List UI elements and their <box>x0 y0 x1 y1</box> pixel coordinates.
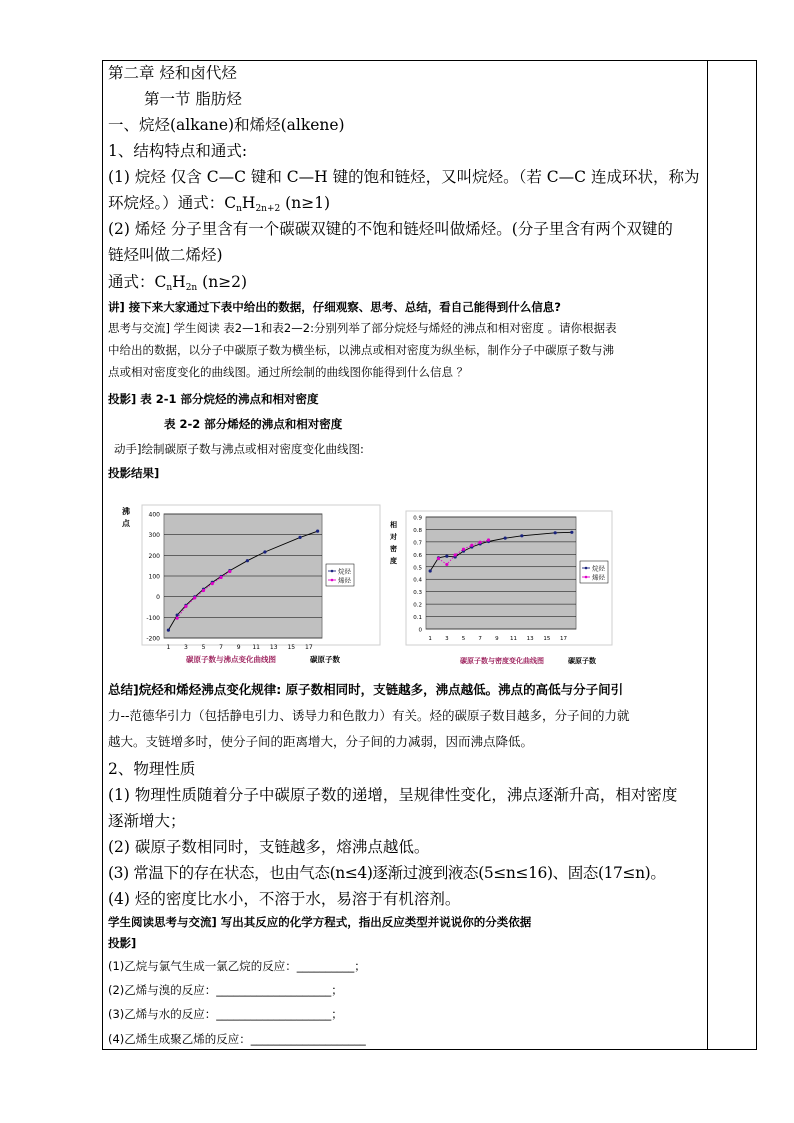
hands-on-line: 动手]绘制碳原子数与沸点或相对密度变化曲线图: <box>114 442 364 456</box>
physical-p1-line-2: 逐渐增大； <box>108 812 186 830</box>
x-tick-label: 11 <box>252 644 260 651</box>
plot-area <box>426 517 576 629</box>
think-line-3: 点或相对密度变化的曲线图。通过所绘制的曲线图你能得到什么信息 ？ <box>108 365 469 379</box>
y-tick-label: 0 <box>418 627 422 634</box>
legend-marker <box>585 576 588 579</box>
section-title: 第一节 脂肪烃 <box>144 90 242 108</box>
alkene-point <box>437 557 440 560</box>
y-axis-label-4: 度 <box>390 557 397 565</box>
x-tick-label: 15 <box>287 644 296 651</box>
y-tick-label: 100 <box>148 573 160 581</box>
alkane-point <box>570 531 573 534</box>
alkene-point <box>193 596 196 599</box>
y-tick-label: 0.2 <box>413 602 422 609</box>
alkane-line-1: (1) 烷烃 仅含 C—C 键和 C—H 键的饱和链烃，又叫烷烃。（若 C—C 连成环状，称为 <box>108 168 700 186</box>
legend-label: 烯烃 <box>338 576 351 585</box>
alkane-point <box>445 555 448 558</box>
alkene-point <box>211 582 214 585</box>
x-tick-label: 1 <box>428 636 432 642</box>
x-tick-label: 3 <box>445 636 449 642</box>
y-tick-label: 0.9 <box>413 515 422 522</box>
think-line-1: 思考与交流] 学生阅读 表2—1和表2—2:分别列举了部分烷烃与烯烃的沸点和相对密度 。请你根据表 <box>108 321 617 335</box>
y-tick-label: -100 <box>146 614 160 622</box>
physical-p1-line-1: (1) 物理性质随着分子中碳原子数的递增，呈规律性变化，沸点逐渐升高，相对密度 <box>108 786 678 804</box>
alkane-point <box>316 530 319 533</box>
alkane-point <box>176 613 179 616</box>
projection-table-2: 表 2-2 部分烯烃的沸点和相对密度 <box>164 417 343 431</box>
x-tick-label: 3 <box>184 644 188 651</box>
physical-p2: (2) 碳原子数相同时，支链越多，熔沸点越低。 <box>108 838 430 856</box>
x-tick-label: 13 <box>526 636 534 642</box>
legend-label: 烯烃 <box>592 573 605 582</box>
x-tick-label: 7 <box>219 644 223 651</box>
alkene-point <box>445 563 448 566</box>
alkane-point <box>520 534 523 537</box>
y-tick-label: 0.7 <box>413 540 422 547</box>
x-tick-label: 15 <box>543 636 551 642</box>
legend-label: 烷烃 <box>338 567 351 576</box>
alkene-point <box>219 576 222 579</box>
projection-result: 投影结果] <box>108 466 160 480</box>
question-4: (4)乙烯生成聚乙烯的反应：____________________ <box>108 1032 366 1046</box>
y-axis-label-2: 点 <box>122 519 130 528</box>
y-tick-label: 0.3 <box>413 590 422 597</box>
alkane-point <box>554 531 557 534</box>
lecture-line: 讲] 接下来大家通过下表中给出的数据，仔细观察、思考、总结，看自己能得到什么信息? <box>108 300 561 314</box>
alkene-point <box>202 589 205 592</box>
reading-projection: 投影] <box>108 936 137 950</box>
x-tick-label: 17 <box>305 644 313 651</box>
y-tick-label: 300 <box>148 532 160 540</box>
y-tick-label: -200 <box>146 635 160 643</box>
alkene-line-1: (2) 烯烃 分子里含有一个碳碳双键的不饱和链烃叫做烯烃。(分子里含有两个双键的 <box>108 220 673 238</box>
y-tick-label: 200 <box>148 552 160 560</box>
y-tick-label: 0.8 <box>413 527 422 534</box>
question-3: (3)乙烯与水的反应：____________________； <box>108 1007 343 1021</box>
structure-title: 1、结构特点和通式: <box>108 142 248 160</box>
reading-line: 学生阅读思考与交流] 写出其反应的化学方程式，指出反应类型并说说你的分类依据 <box>108 915 532 929</box>
x-tick-label: 7 <box>478 636 482 642</box>
chart-title: 碳原子数与密度变化曲线图 <box>460 657 544 665</box>
x-tick-label: 17 <box>560 636 567 642</box>
alkane-point <box>429 569 432 572</box>
x-tick-label: 9 <box>236 644 241 651</box>
alkane-point <box>167 629 170 632</box>
summary-line-2: 力--范德华引力（包括静电引力、诱导力和色散力）有关。烃的碳原子数目越多，分子间的力就 <box>108 708 630 723</box>
alkene-point <box>470 544 473 547</box>
y-axis-label-1: 相 <box>390 521 397 529</box>
y-tick-label: 0.5 <box>413 565 422 572</box>
alkane-point <box>246 559 249 562</box>
column-divider <box>707 60 708 1050</box>
alkane-point <box>504 537 507 540</box>
physical-p4: (4) 烃的密度比水小，不溶于水，易溶于有机溶剂。 <box>108 890 461 908</box>
y-tick-label: 0.4 <box>413 577 422 584</box>
boiling-point-chart <box>112 500 382 670</box>
summary-line-3: 越大。支链增多时，使分子间的距离增大，分子间的力减弱，因而沸点降低。 <box>108 734 534 749</box>
alkene-point <box>176 617 179 620</box>
x-tick-label: 13 <box>269 644 278 651</box>
physical-title: 2、物理性质 <box>108 760 196 778</box>
projection-table-1: 投影] 表 2-1 部分烷烃的沸点和相对密度 <box>108 392 319 406</box>
alkane-line-2: 环烷烃。）通式：$C_nH_{2n+2}$ (n≥1) <box>108 194 331 214</box>
x-tick-label: 9 <box>495 636 499 642</box>
y-tick-label: 0.1 <box>413 615 422 622</box>
alkene-line-2: 链烃叫做二烯烃) <box>108 246 223 264</box>
x-axis-label: 碳原子数 <box>568 657 596 665</box>
density-chart <box>386 505 626 670</box>
x-tick-label: 5 <box>201 644 206 651</box>
alkene-point <box>228 570 231 573</box>
y-tick-label: 0.6 <box>413 552 422 559</box>
legend-label: 烷烃 <box>592 564 605 573</box>
x-tick-label: 5 <box>461 636 466 642</box>
legend-marker <box>331 570 334 573</box>
alkene-point <box>454 553 457 556</box>
legend-marker <box>585 567 588 570</box>
chapter-title: 第二章 烃和卤代烃 <box>108 64 237 82</box>
y-axis-label-2: 对 <box>390 533 397 541</box>
y-tick-label: 400 <box>148 511 160 519</box>
think-line-2: 中给出的数据，以分子中碳原子数为横坐标，以沸点或相对密度为纵坐标，制作分子中碳原子数与沸 <box>108 343 614 357</box>
x-axis-label: 碳原子数 <box>310 655 340 664</box>
part-title: 一、烷烃(alkane)和烯烃(alkene) <box>108 116 345 134</box>
legend-marker <box>331 579 334 582</box>
alkene-point <box>479 541 482 544</box>
alkene-formula: 通式：$C_nH_{2n}$ (n≥2) <box>108 273 248 293</box>
summary-line-1: 总结]烷烃和烯烃沸点变化规律: 原子数相同时，支链越多，沸点越低。沸点的高低与分子间引 <box>108 682 624 697</box>
y-axis-label-1: 沸 <box>122 507 130 516</box>
alkene-point <box>487 538 490 541</box>
alkene-point <box>184 605 187 608</box>
physical-p3: (3) 常温下的存在状态，也由气态(n≤4)逐渐过渡到液态(5≤n≤16)、固态(17≤n)。 <box>108 864 666 882</box>
question-2: (2)乙烯与溴的反应：____________________； <box>108 983 343 997</box>
y-tick-label: 0 <box>156 594 160 602</box>
y-axis-label-3: 密 <box>390 545 397 553</box>
x-tick-label: 11 <box>510 636 517 642</box>
question-1: (1)乙烷与氯气生成一氯乙烷的反应：__________； <box>108 959 366 973</box>
chart-title: 碳原子数与沸点变化曲线图 <box>186 655 276 664</box>
alkane-point <box>263 550 266 553</box>
alkane-point <box>298 536 301 539</box>
alkene-point <box>462 548 465 551</box>
x-tick-label: 1 <box>166 644 171 651</box>
